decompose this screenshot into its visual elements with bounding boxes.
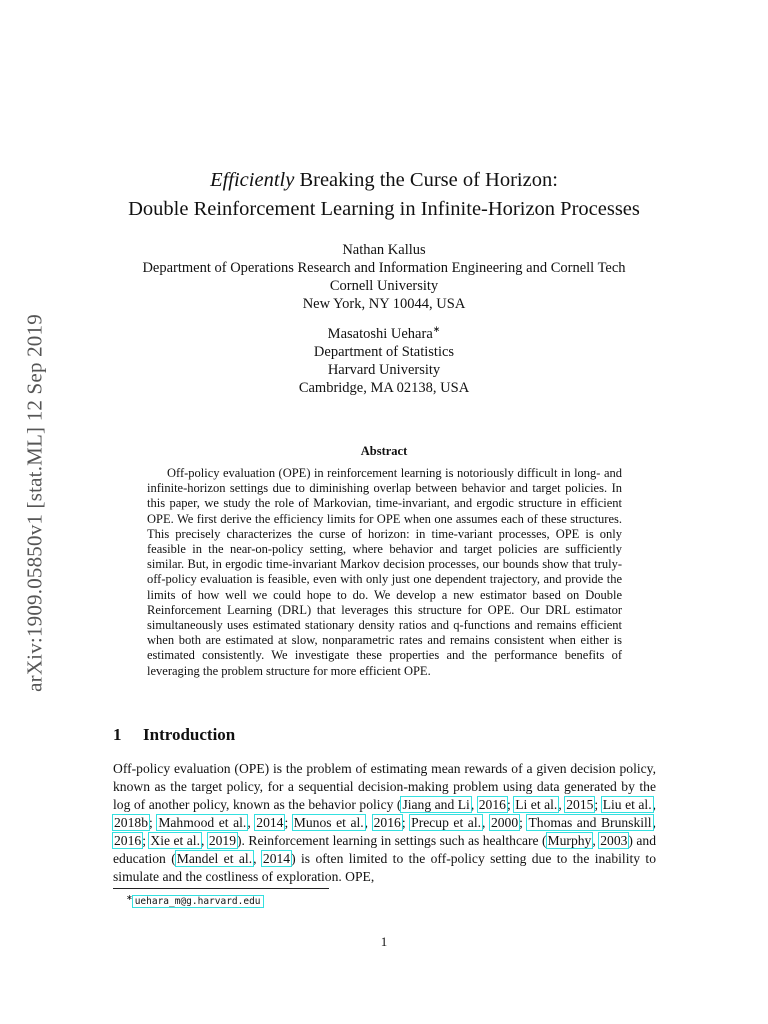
citation-separator: , — [652, 797, 657, 812]
citation-separator: , — [652, 815, 656, 830]
citation-link[interactable]: Xie et al. — [150, 833, 200, 848]
citation-separator: , — [364, 815, 373, 830]
citation-separator: ; — [594, 797, 602, 812]
section-title: Introduction — [143, 725, 236, 744]
author-name: Nathan Kallus — [342, 242, 426, 258]
citation-separator: , — [200, 833, 208, 848]
page-number: 1 — [380, 934, 388, 949]
intro-text: Off-policy evaluation (OPE) is the problem of estimating mean rewards of a given decision policy, known as the target policy, for a sequential decision-making problem using data generated by the log of another policy, known as the behavior policy ( — [113, 761, 656, 812]
affiliation-line: New York, NY 10044, USA — [302, 296, 466, 312]
paper-title — [0, 166, 768, 224]
citation-link[interactable]: 2018b — [114, 815, 148, 830]
citation-link[interactable]: Munos et al. — [293, 815, 364, 830]
affiliation-line: Department of Statistics — [313, 343, 455, 360]
citation-link[interactable]: Jiang and Li — [402, 797, 470, 812]
citation-link[interactable]: 2015 — [566, 797, 594, 812]
citation-separator: ; — [519, 815, 528, 830]
citation-separator: , — [558, 797, 566, 812]
citation-link[interactable]: Li et al. — [515, 797, 558, 812]
footnote-mark: ∗ — [126, 893, 133, 902]
title-italic-word: Efficiently — [210, 169, 295, 191]
abstract-text: Off-policy evaluation (OPE) in reinforcement learning is notoriously difficult in long- and infinite-horizon settings due to diminishing overlap between behavior and target policies. In this paper, we study the role of Markovian, time-invariant, and ergodic structure in efficient OPE. We first derive the efficiency limits for OPE when one assumes each of these structures. This precisely characterizes the curse of horizon: in time-variant processes, OPE is only feasible in the near-on-policy setting, where behavior and target policies are sufficiently similar. But, in ergodic time-invariant Markov decision processes, our bounds show that truly-off-policy evaluation is feasible, even with only just one dependent trajectory, and provide the limits of how well we could hope to do. We develop a new estimator based on Double Reinforcement Learning (DRL) that leverages this structure for OPE. Our DRL estimator simultaneously uses estimated stationary density ratios and q-functions and remains efficient when both are estimated at slow, nonparametric rates and remains consistent when either is estimated consistently. We investigate these properties and the performance benefits of leveraging the problem structure for more efficient OPE. — [147, 466, 622, 678]
intro-paragraph — [113, 760, 656, 886]
citation-separator: ; — [506, 797, 515, 812]
citation-separator: ; — [148, 815, 158, 830]
abstract-heading: Abstract — [360, 444, 408, 458]
arxiv-stamp-text: arXiv:1909.05850v1 [stat.ML] 12 Sep 2019 — [22, 314, 47, 692]
citation-link[interactable]: Liu et al. — [602, 797, 652, 812]
author-name-line — [0, 320, 768, 343]
citation-link[interactable]: 2014 — [256, 815, 284, 830]
citation-separator: ; — [401, 815, 411, 830]
footnote-mark[interactable]: ∗ — [432, 324, 441, 334]
citation-link[interactable]: Precup et al. — [411, 815, 481, 830]
citation-separator: ; — [284, 815, 293, 830]
citation-link[interactable]: Murphy — [547, 833, 592, 848]
author-block-1 — [0, 241, 768, 313]
title-line-2: Double Reinforcement Learning in Infinite-Horizon Processes — [128, 198, 640, 220]
citation-separator: , — [482, 815, 490, 830]
citation-link[interactable]: 2014 — [262, 851, 291, 866]
author-block-2 — [0, 320, 768, 397]
section-number: 1 — [113, 725, 122, 744]
affiliation-line: Cambridge, MA 02138, USA — [298, 379, 470, 396]
intro-text: ). Reinforcement learning in settings such as healthcare ( — [237, 833, 547, 848]
email-link[interactable]: uehara_m@g.harvard.edu — [134, 896, 261, 908]
citation-link[interactable]: Mahmood et al. — [158, 815, 247, 830]
citation-link[interactable]: 2016 — [478, 797, 506, 812]
title-line-1-rest: Breaking the Curse of Horizon: — [294, 169, 558, 191]
citation-separator: , — [592, 833, 600, 848]
footnote — [126, 893, 263, 907]
section-heading — [113, 725, 235, 745]
citation-separator: , — [253, 851, 262, 866]
author-name: Masatoshi Uehara — [327, 325, 433, 342]
intro-text: ) and education ( — [113, 833, 657, 866]
citation-link[interactable]: Mandel et al. — [176, 851, 253, 866]
affiliation-line: Cornell University — [329, 278, 439, 294]
citation-separator: , — [247, 815, 256, 830]
citation-link[interactable]: 2019 — [208, 833, 237, 848]
citation-link[interactable]: 2000 — [490, 815, 519, 830]
citation-link[interactable]: 2016 — [373, 815, 401, 830]
citation-link[interactable]: 2003 — [600, 833, 628, 848]
affiliation-line: Harvard University — [327, 361, 441, 378]
citation-separator: , — [470, 797, 478, 812]
citation-link[interactable]: Thomas and Brunskill — [528, 815, 652, 830]
intro-text: ) is often limited to the off-policy setting due to the inability to simulate and the costliness of exploration. OPE, — [113, 851, 657, 884]
footnote-divider — [113, 888, 329, 889]
affiliation-line: Department of Operations Research and Information Engineering and Cornell Tech — [142, 260, 626, 276]
citation-link[interactable]: 2016 — [114, 833, 142, 848]
citation-separator: ; — [142, 833, 150, 848]
title-line-1 — [0, 166, 768, 195]
